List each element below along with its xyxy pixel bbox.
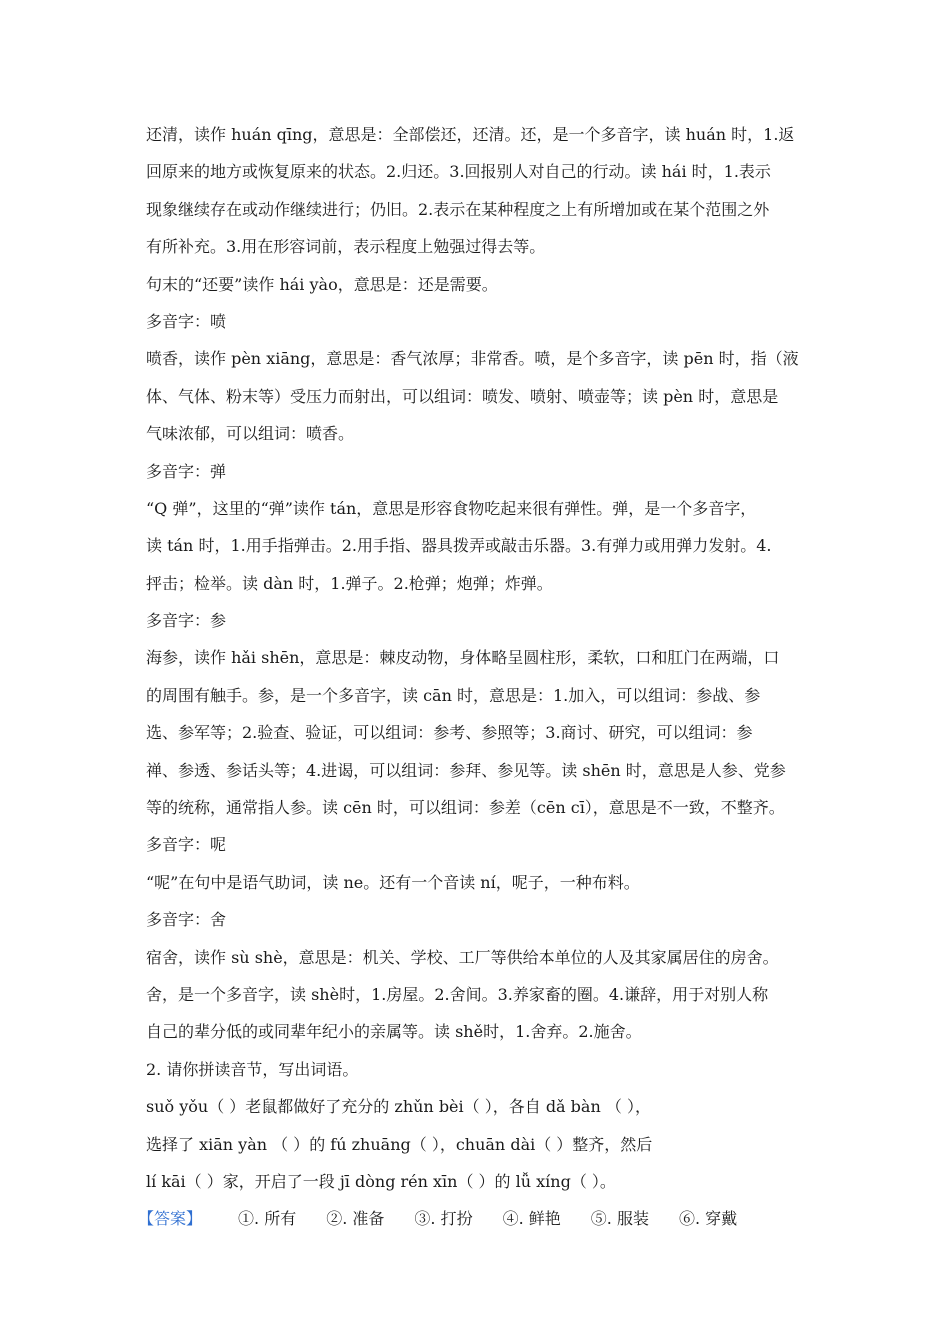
answer-item: ③. 打扮 [414,1209,473,1229]
section-heading: 多音字：呢 [146,835,227,855]
section-heading: 多音字：参 [146,611,227,631]
answer-row [138,1200,810,1237]
section-heading: 多音字：弹 [146,461,227,481]
text-line: 选、参军等；2.验查、验证，可以组词：参考、参照等；3.商讨、研究，可以组词：参 [146,723,753,743]
text-line: “Q 弹”，这里的“弹”读作 tán，意思是形容食物吃起来很有弹性。弹，是一个多音字， [146,498,757,518]
question-line: 选择了 xiān yàn （ ）的 fú zhuāng（ ），chuān dài（ ）整齐，然后 [146,1134,653,1154]
question-heading: 2. 请你拼读音节，写出词语。 [146,1059,359,1079]
answer-label: 【答案】 [138,1209,203,1229]
text-line: “呢”在句中是语气助词，读 ne。还有一个音读 ní，呢子，一种布料。 [146,872,640,892]
answer-item: ④. 鲜艳 [502,1209,561,1229]
question-line: suǒ yǒu（ ）老鼠都做好了充分的 zhǔn bèi（ ），各自 dǎ bàn （ ）， [146,1097,651,1117]
text-line: 的周围有触手。参，是一个多音字，读 cān 时，意思是：1.加入，可以组词：参战、参 [146,685,761,705]
document-body [138,116,810,1238]
answer-item: ⑤. 服装 [590,1209,649,1229]
text-line: 还清，读作 huán qīng，意思是：全部偿还，还清。还，是一个多音字，读 huán 时，1.返 [146,125,795,144]
text-line: 海参，读作 hǎi shēn，意思是：棘皮动物，身体略呈圆柱形，柔软，口和肛门在两端，口 [146,648,780,668]
answer-item: ②. 准备 [326,1209,385,1229]
text-line: 等的统称，通常指人参。读 cēn 时，可以组词：参差（cēn cī），意思是不一致，不整齐。 [146,798,785,818]
text-line: 禅、参透、参话头等；4.进谒，可以组词：参拜、参见等。读 shēn 时，意思是人参、党参 [146,760,786,780]
section-heading: 多音字：舍 [146,910,227,930]
text-line: 喷香，读作 pèn xiāng，意思是：香气浓厚；非常香。喷，是个多音字，读 pēn 时，指（液 [146,349,799,369]
section-heading: 多音字：喷 [146,311,227,331]
text-line: 回原来的地方或恢复原来的状态。2.归还。3.回报别人对自己的行动。读 hái 时，1.表示 [146,162,771,182]
question-line: lí kāi（ ）家，开启了一段 jī dòng rén xīn（ ）的 lǚ xíng（ ）。 [146,1171,616,1191]
text-line: 舍，是一个多音字，读 shè时，1.房屋。2.舍间。3.养家畜的圈。4.谦辞，用于对别人称 [146,984,769,1004]
text-line: 气味浓郁，可以组词：喷香。 [146,424,355,444]
text-line: 有所补充。3.用在形容词前，表示程度上勉强过得去等。 [146,237,546,257]
text-line: 读 tán 时，1.用手指弹击。2.用手指、器具拨弄或敲击乐器。3.有弹力或用弹力发射。4. [146,536,772,556]
text-line: 体、气体、粉末等）受压力而射出，可以组词：喷发、喷射、喷壶等；读 pèn 时，意思是 [146,386,779,406]
text-line: 抨击；检举。读 dàn 时，1.弹子。2.枪弹；炮弹；炸弹。 [146,573,553,593]
text-line: 句末的“还要”读作 hái yào，意思是：还是需要。 [146,274,498,294]
text-line: 自己的辈分低的或同辈年纪小的亲属等。读 shě时，1.舍弃。2.施舍。 [146,1022,642,1042]
answer-item: ①. 所有 [238,1209,297,1229]
text-line: 现象继续存在或动作继续进行；仍旧。2.表示在某种程度之上有所增加或在某个范围之外 [146,199,770,219]
answer-item: ⑥. 穿戴 [678,1209,738,1229]
text-line: 宿舍，读作 sù shè，意思是：机关、学校、工厂等供给本单位的人及其家属居住的房舍。 [146,947,779,967]
